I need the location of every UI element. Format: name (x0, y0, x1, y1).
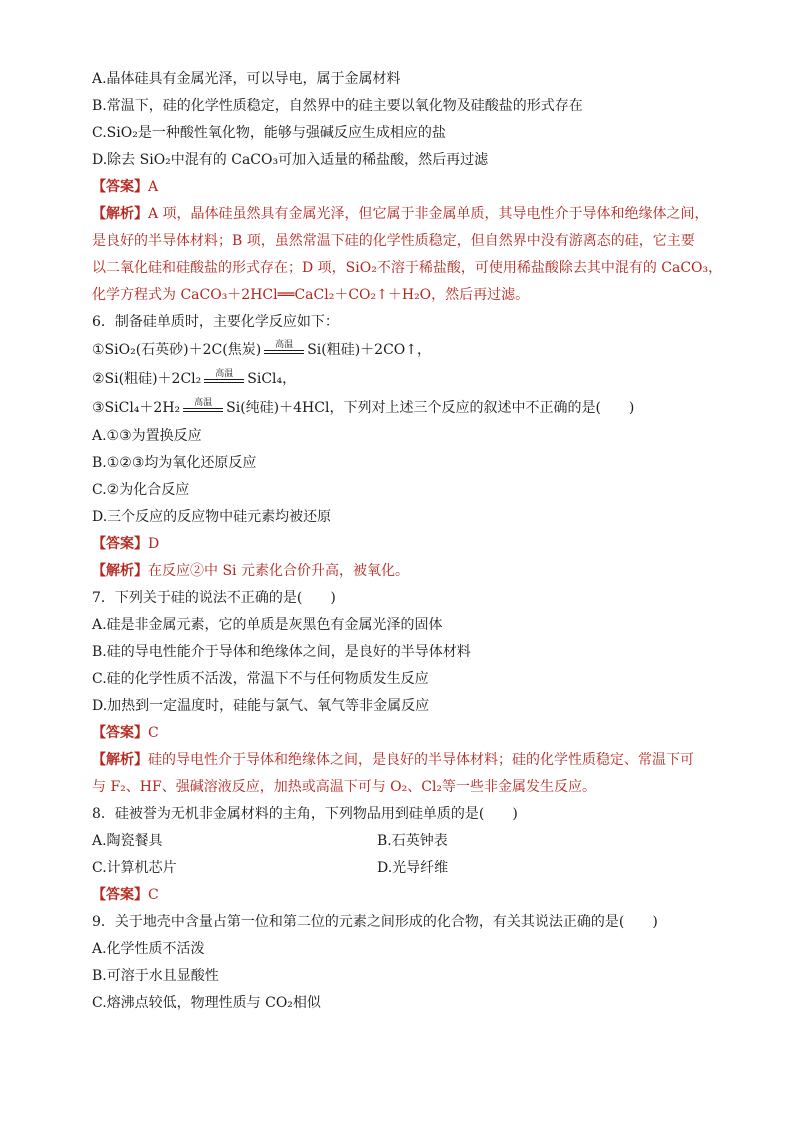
q6-block (92, 309, 712, 585)
reaction-left: ③SiCl₄＋2H₂ (92, 400, 181, 416)
q8-option-b: B.石英钟表 (377, 833, 448, 849)
q9-option-a: A.化学性质不活泼 (92, 941, 205, 957)
answer-tag: 【答案】 (92, 179, 148, 195)
q8-options-row-2 (92, 855, 712, 882)
q9-option-c: C.熔沸点较低，物理性质与 CO₂相似 (92, 995, 321, 1011)
q6-reaction-3 (92, 394, 712, 423)
analysis-line: 与 F₂、HF、强碱溶液反应，加热或高温下可与 O₂、Cl₂等一些非金属发生反应。 (92, 779, 597, 795)
q6-answer (92, 531, 712, 558)
q7-option-b: B.硅的导电性能介于导体和绝缘体之间，是良好的半导体材料 (92, 644, 471, 660)
q9-block (92, 909, 712, 1017)
q5-option-b: B.常温下，硅的化学性质稳定，自然界中的硅主要以氧化物及硅酸盐的形式存在 (92, 98, 583, 114)
q6-option-c: C.②为化合反应 (92, 482, 190, 498)
q5-answer (92, 174, 712, 201)
reaction-condition: 高温 (275, 340, 294, 350)
q8-option-d: D.光导纤维 (377, 860, 449, 876)
q6-reaction-2 (92, 365, 712, 394)
reaction-arrow (204, 369, 244, 389)
q7-option-a: A.硅是非金属元素，它的单质是灰黑色有金属光泽的固体 (92, 617, 443, 633)
answer-value: C (148, 887, 159, 903)
reaction-condition: 高温 (215, 369, 234, 379)
reaction-condition: 高温 (194, 398, 213, 408)
reaction-arrow (183, 398, 223, 418)
answer-value: C (148, 725, 159, 741)
q8-option-c: C.计算机芯片 (92, 860, 177, 876)
q6-reaction-1 (92, 336, 712, 365)
q8-stem: 8．硅被誉为无机非金属材料的主角，下列物品用到硅单质的是( ) (92, 806, 518, 822)
analysis-line: 是良好的半导体材料；B 项，虽然常温下硅的化学性质稳定，但自然界中没有游离态的硅，它主要 (92, 233, 695, 249)
q6-option-b: B.①②③均为氧化还原反应 (92, 455, 257, 471)
analysis-line: 化学方程式为 CaCO₃＋2HCl══CaCl₂＋CO₂↑＋H₂O，然后再过滤。 (92, 287, 530, 303)
q6-analysis (92, 558, 712, 585)
analysis-line: 硅的导电性介于导体和绝缘体之间，是良好的半导体材料；硅的化学性质稳定、常温下可 (148, 752, 694, 768)
q8-block (92, 801, 712, 909)
reaction-right: SiCl₄， (247, 371, 297, 387)
analysis-tag: 【解析】 (92, 206, 148, 222)
reaction-right: Si(粗硅)＋2CO↑， (307, 342, 432, 358)
answer-tag: 【答案】 (92, 536, 148, 552)
q6-option-d: D.三个反应的反应物中硅元素均被还原 (92, 509, 332, 525)
q7-option-d: D.加热到一定温度时，硅能与氯气、氧气等非金属反应 (92, 698, 430, 714)
q5-block (92, 66, 723, 309)
reaction-left: ②Si(粗硅)＋2Cl₂ (92, 371, 202, 387)
reaction-left: ①SiO₂(石英砂)＋2C(焦炭) (92, 342, 262, 358)
q7-stem: 7．下列关于硅的说法不正确的是( ) (92, 590, 336, 606)
q7-answer (92, 720, 712, 747)
q5-option-a: A.晶体硅具有金属光泽，可以导电，属于金属材料 (92, 71, 401, 87)
q9-stem: 9．关于地壳中含量占第一位和第二位的元素之间形成的化合物，有关其说法正确的是( ) (92, 914, 658, 930)
analysis-tag: 【解析】 (92, 563, 148, 579)
q5-option-c: C.SiO₂是一种酸性氧化物，能够与强碱反应生成相应的盐 (92, 125, 446, 141)
q6-stem: 6．制备硅单质时，主要化学反应如下： (92, 314, 339, 330)
reaction-right: Si(纯硅)＋4HCl，下列对上述三个反应的叙述中不正确的是( ) (226, 400, 635, 416)
q8-answer (92, 882, 712, 909)
analysis-line: 以二氧化硅和硅酸盐的形式存在；D 项，SiO₂不溶于稀盐酸，可使用稀盐酸除去其中混有的 CaCO₃， (92, 260, 723, 276)
q5-analysis (92, 201, 723, 309)
q8-option-a: A.陶瓷餐具 (92, 833, 163, 849)
q7-option-c: C.硅的化学性质不活泼，常温下不与任何物质发生反应 (92, 671, 429, 687)
analysis-tag: 【解析】 (92, 752, 148, 768)
document-page (92, 66, 723, 1017)
q5-option-d: D.除去 SiO₂中混有的 CaCO₃可加入适量的稀盐酸，然后再过滤 (92, 152, 489, 168)
answer-value: D (148, 536, 160, 552)
answer-tag: 【答案】 (92, 887, 148, 903)
reaction-arrow (264, 340, 304, 360)
q7-block (92, 585, 712, 801)
q8-options-row-1 (92, 828, 712, 855)
q9-option-b: B.可溶于水且显酸性 (92, 968, 219, 984)
answer-value: A (148, 179, 159, 195)
q6-option-a: A.①③为置换反应 (92, 428, 202, 444)
analysis-line: 在反应②中 Si 元素化合价升高，被氧化。 (148, 563, 409, 579)
q7-analysis (92, 747, 712, 801)
analysis-line: A 项，晶体硅虽然具有金属光泽，但它属于非金属单质，其导电性介于导体和绝缘体之间， (148, 206, 709, 222)
answer-tag: 【答案】 (92, 725, 148, 741)
